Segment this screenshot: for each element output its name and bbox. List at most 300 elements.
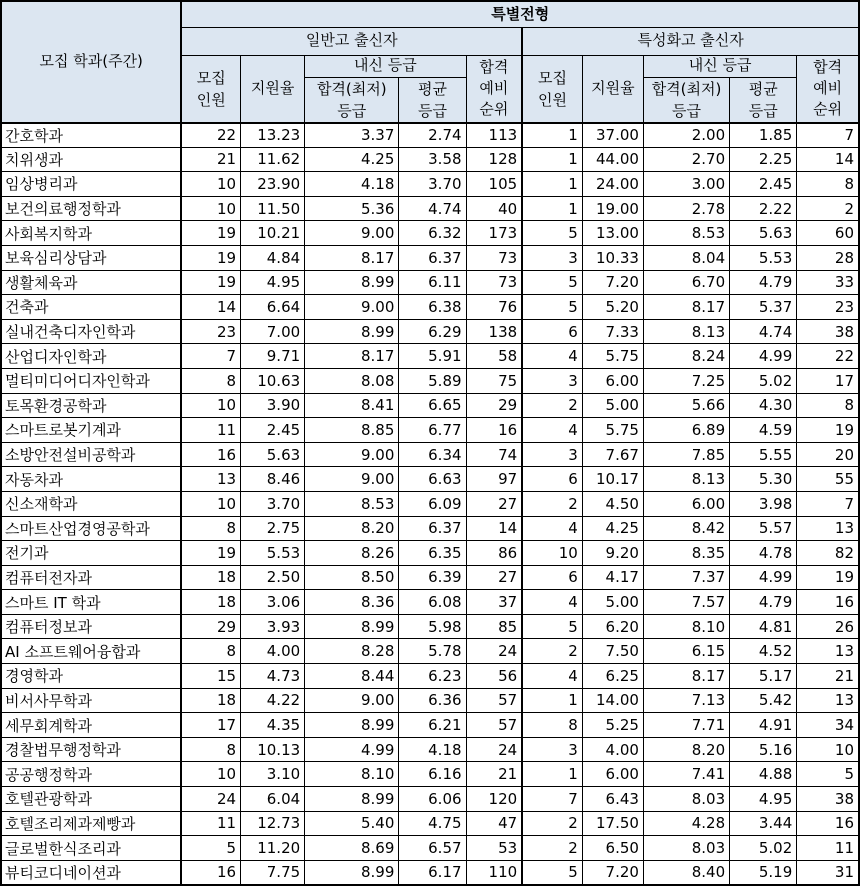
specialized-avg-grade-cell: 5.02 [730,836,797,861]
general-waitlist-cell: 14 [466,516,522,541]
specialized-waitlist-cell: 38 [797,319,859,344]
specialized-avg-grade-cell: 4.74 [730,319,797,344]
general-avg-grade-cell: 6.38 [399,295,466,320]
general-min-grade-cell: 9.00 [305,688,399,713]
general-min-grade-cell: 8.85 [305,418,399,443]
specialized-min-grade-cell: 8.24 [643,344,729,369]
dept-name-cell: 공공행정학과 [1,762,181,787]
general-min-grade-cell: 8.08 [305,368,399,393]
specialized-quota-cell: 1 [522,123,582,148]
general-grade-header: 내신 등급 [305,55,466,77]
general-min-grade-cell: 8.28 [305,639,399,664]
general-min-grade-cell: 9.00 [305,442,399,467]
dept-name-cell: 생활체육과 [1,270,181,295]
general-min-grade-cell: 8.99 [305,713,399,738]
specialized-quota-cell: 5 [522,614,582,639]
dept-name-cell: 멀티미디어디자인학과 [1,368,181,393]
specialized-waitlist-cell: 38 [797,787,859,812]
general-quota-cell: 10 [181,172,240,197]
specialized-min-grade-cell: 8.03 [643,787,729,812]
general-quota-cell: 24 [181,787,240,812]
specialized-waitlist-cell: 14 [797,147,859,172]
table-row [1,614,859,639]
general-min-grade-cell: 4.25 [305,147,399,172]
general-quota-cell: 10 [181,196,240,221]
general-avg-grade-cell: 3.58 [399,147,466,172]
general-min-grade-cell: 8.17 [305,344,399,369]
general-avg-grade-cell: 6.16 [399,762,466,787]
general-avg-grade-cell: 6.11 [399,270,466,295]
specialized-quota-cell: 5 [522,270,582,295]
general-quota-cell: 11 [181,418,240,443]
general-waitlist-cell: 73 [466,270,522,295]
dept-name-cell: 세무회계학과 [1,713,181,738]
general-rate-cell: 5.53 [241,541,305,566]
specialized-min-grade-cell: 8.03 [643,836,729,861]
specialized-quota-cell: 3 [522,737,582,762]
general-school-header: 일반고 출신자 [181,27,522,55]
specialized-avg-grade-cell: 4.99 [730,344,797,369]
general-waitlist-cell: 24 [466,639,522,664]
general-waitlist-cell: 56 [466,664,522,689]
specialized-min-grade-cell: 2.78 [643,196,729,221]
general-rate-cell: 13.23 [241,123,305,148]
general-min-grade-cell: 8.17 [305,245,399,270]
general-rate-cell: 12.73 [241,811,305,836]
specialized-rate-cell: 10.17 [582,467,643,492]
specialized-quota-cell: 2 [522,639,582,664]
specialized-rate-cell: 5.00 [582,393,643,418]
dept-name-cell: 글로벌한식조리과 [1,836,181,861]
specialized-rate-cell: 5.00 [582,590,643,615]
general-rate-cell: 2.75 [241,516,305,541]
specialized-min-grade-cell: 6.89 [643,418,729,443]
specialized-min-grade-cell: 6.00 [643,491,729,516]
general-rate-cell: 3.70 [241,491,305,516]
specialized-waitlist-cell: 16 [797,811,859,836]
general-rate-cell: 10.13 [241,737,305,762]
dept-name-cell: 실내건축디자인학과 [1,319,181,344]
general-quota-cell: 14 [181,295,240,320]
dept-name-cell: 컴퓨터정보과 [1,614,181,639]
dept-name-cell: 간호학과 [1,123,181,148]
specialized-waitlist-cell: 19 [797,565,859,590]
specialized-min-grade-cell: 8.10 [643,614,729,639]
specialized-min-grade-cell: 7.25 [643,368,729,393]
dept-name-cell: 소방안전설비공학과 [1,442,181,467]
general-waitlist-cell: 73 [466,245,522,270]
specialized-avg-grade-cell: 4.79 [730,590,797,615]
specialized-min-grade-cell: 2.00 [643,123,729,148]
specialized-waitlist-cell: 22 [797,344,859,369]
table-row [1,221,859,246]
specialized-rate-cell: 44.00 [582,147,643,172]
general-avg-grade-cell: 6.37 [399,245,466,270]
specialized-waitlist-cell: 55 [797,467,859,492]
specialized-waitlist-cell: 26 [797,614,859,639]
specialized-rate-cell: 7.33 [582,319,643,344]
specialized-min-grade-cell: 8.35 [643,541,729,566]
general-rate-cell: 3.10 [241,762,305,787]
specialized-min-grade-cell: 8.40 [643,860,729,885]
general-waitlist-cell: 24 [466,737,522,762]
specialized-avg-grade-cell: 5.16 [730,737,797,762]
general-avg-grade-cell: 6.09 [399,491,466,516]
general-rate-cell: 5.63 [241,442,305,467]
specialized-avg-grade-cell: 4.52 [730,639,797,664]
table-row [1,270,859,295]
general-avg-grade-cell: 6.57 [399,836,466,861]
dept-name-cell: 경찰법무행정학과 [1,737,181,762]
specialized-waitlist-cell: 16 [797,590,859,615]
specialized-waitlist-cell: 13 [797,516,859,541]
general-quota-cell: 19 [181,270,240,295]
general-waitlist-cell: 128 [466,147,522,172]
general-waitlist-cell: 105 [466,172,522,197]
dept-name-cell: 스마트산업경영공학과 [1,516,181,541]
general-avg-grade-cell: 6.29 [399,319,466,344]
general-quota-cell: 21 [181,147,240,172]
dept-name-cell: 전기과 [1,541,181,566]
general-rate-cell: 8.46 [241,467,305,492]
general-rate-cell: 11.20 [241,836,305,861]
specialized-waitlist-cell: 13 [797,688,859,713]
specialized-waitlist-cell: 10 [797,737,859,762]
specialized-rate-cell: 5.25 [582,713,643,738]
specialized-avg-grade-cell: 2.25 [730,147,797,172]
specialized-rate-cell: 5.75 [582,418,643,443]
specialized-avg-grade-cell: 4.79 [730,270,797,295]
general-quota-cell: 8 [181,368,240,393]
dept-name-cell: 건축과 [1,295,181,320]
specialized-rate-cell: 6.00 [582,762,643,787]
general-waitlist-cell: 110 [466,860,522,885]
table-row [1,762,859,787]
specialized-min-grade-cell: 8.42 [643,516,729,541]
general-min-grade-cell: 8.69 [305,836,399,861]
dept-name-cell: 자동차과 [1,467,181,492]
specialized-min-grade-cell: 7.57 [643,590,729,615]
general-waitlist-cell: 57 [466,713,522,738]
table-row [1,172,859,197]
specialized-rate-cell: 24.00 [582,172,643,197]
specialized-avg-grade-cell: 4.30 [730,393,797,418]
general-avg-grade-cell: 6.17 [399,860,466,885]
specialized-waitlist-cell: 7 [797,123,859,148]
specialized-min-grade-cell: 8.20 [643,737,729,762]
general-min-grade-cell: 8.99 [305,787,399,812]
dept-name-cell: 사회복지학과 [1,221,181,246]
specialized-min-grade-cell: 7.37 [643,565,729,590]
general-waitlist-cell: 58 [466,344,522,369]
specialized-quota-cell: 2 [522,393,582,418]
specialized-quota-cell: 4 [522,664,582,689]
general-avg-grade-cell: 6.08 [399,590,466,615]
table-row [1,245,859,270]
general-avg-grade-cell: 4.18 [399,737,466,762]
specialized-avg-grade-cell: 4.91 [730,713,797,738]
general-avg-grade-cell: 6.34 [399,442,466,467]
specialized-rate-cell: 7.50 [582,639,643,664]
general-min-grade-cell: 8.99 [305,614,399,639]
table-row [1,713,859,738]
dept-name-cell: 보육심리상담과 [1,245,181,270]
specialized-rate-cell: 6.50 [582,836,643,861]
general-quota-cell: 7 [181,344,240,369]
general-quota-cell: 13 [181,467,240,492]
table-row [1,147,859,172]
specialized-quota-cell: 3 [522,368,582,393]
general-avg-grade-cell: 6.39 [399,565,466,590]
specialized-min-grade-cell: 3.00 [643,172,729,197]
specialized-quota-cell: 1 [522,172,582,197]
specialized-quota-cell: 4 [522,590,582,615]
specialized-avg-grade-cell: 2.22 [730,196,797,221]
table-row [1,787,859,812]
specialized-rate-cell: 4.25 [582,516,643,541]
specialized-quota-cell: 5 [522,295,582,320]
general-quota-cell: 5 [181,836,240,861]
table-row [1,541,859,566]
general-rate-cell: 4.95 [241,270,305,295]
specialized-min-grade-cell: 7.71 [643,713,729,738]
specialized-avg-grade-cell: 5.42 [730,688,797,713]
specialized-min-grade-cell: 8.13 [643,319,729,344]
specialized-min-grade-cell: 2.70 [643,147,729,172]
specialized-min-grade-cell: 8.17 [643,295,729,320]
general-min-grade-cell: 9.00 [305,221,399,246]
general-avg-grade-cell: 5.98 [399,614,466,639]
general-avg-grade-cell: 6.35 [399,541,466,566]
general-waitlist-header: 합격 예비 순위 [466,55,522,123]
general-quota-cell: 18 [181,565,240,590]
general-rate-cell: 11.62 [241,147,305,172]
general-min-grade-cell: 8.44 [305,664,399,689]
general-quota-cell: 22 [181,123,240,148]
table-row [1,737,859,762]
specialized-waitlist-cell: 60 [797,221,859,246]
general-min-grade-cell: 8.50 [305,565,399,590]
general-waitlist-cell: 29 [466,393,522,418]
table-row [1,860,859,885]
specialized-avg-grade-header: 평균 등급 [730,77,797,123]
general-waitlist-cell: 86 [466,541,522,566]
specialized-avg-grade-cell: 5.02 [730,368,797,393]
specialized-waitlist-cell: 21 [797,664,859,689]
specialized-rate-cell: 7.20 [582,270,643,295]
general-quota-cell: 18 [181,688,240,713]
specialized-rate-cell: 10.33 [582,245,643,270]
general-waitlist-cell: 113 [466,123,522,148]
specialized-rate-header: 지원율 [582,55,643,123]
specialized-rate-cell: 4.00 [582,737,643,762]
general-rate-cell: 10.63 [241,368,305,393]
general-quota-cell: 10 [181,491,240,516]
specialized-avg-grade-cell: 5.57 [730,516,797,541]
specialized-waitlist-cell: 5 [797,762,859,787]
specialized-avg-grade-cell: 3.98 [730,491,797,516]
general-avg-grade-cell: 4.75 [399,811,466,836]
general-waitlist-cell: 57 [466,688,522,713]
specialized-waitlist-cell: 82 [797,541,859,566]
general-waitlist-cell: 138 [466,319,522,344]
specialized-waitlist-cell: 8 [797,393,859,418]
general-waitlist-cell: 21 [466,762,522,787]
specialized-rate-cell: 4.17 [582,565,643,590]
table-row [1,319,859,344]
general-quota-header: 모집 인원 [181,55,240,123]
table-header [1,1,859,123]
general-rate-cell: 2.50 [241,565,305,590]
dept-name-cell: AI 소프트웨어융합과 [1,639,181,664]
table-row [1,590,859,615]
specialized-min-grade-header: 합격(최저) 등급 [643,77,729,123]
general-avg-grade-header: 평균 등급 [399,77,466,123]
general-min-grade-header: 합격(최저) 등급 [305,77,399,123]
general-min-grade-cell: 5.40 [305,811,399,836]
general-avg-grade-cell: 5.78 [399,639,466,664]
specialized-waitlist-cell: 19 [797,418,859,443]
specialized-quota-cell: 5 [522,221,582,246]
general-quota-cell: 15 [181,664,240,689]
general-waitlist-cell: 27 [466,491,522,516]
specialized-min-grade-cell: 8.04 [643,245,729,270]
general-min-grade-cell: 8.10 [305,762,399,787]
table-row [1,467,859,492]
specialized-quota-cell: 4 [522,418,582,443]
specialized-rate-cell: 7.67 [582,442,643,467]
specialized-avg-grade-cell: 5.37 [730,295,797,320]
specialized-rate-cell: 7.20 [582,860,643,885]
general-waitlist-cell: 75 [466,368,522,393]
general-min-grade-cell: 9.00 [305,467,399,492]
specialized-rate-cell: 19.00 [582,196,643,221]
specialized-avg-grade-cell: 5.63 [730,221,797,246]
general-quota-cell: 19 [181,221,240,246]
table-row [1,196,859,221]
specialized-quota-cell: 1 [522,688,582,713]
table-row [1,295,859,320]
specialized-min-grade-cell: 5.66 [643,393,729,418]
general-rate-cell: 9.71 [241,344,305,369]
dept-name-cell: 경영학과 [1,664,181,689]
specialized-rate-cell: 14.00 [582,688,643,713]
dept-name-cell: 스마트로봇기계과 [1,418,181,443]
general-rate-cell: 3.90 [241,393,305,418]
specialized-quota-cell: 10 [522,541,582,566]
table-body [1,123,859,885]
specialized-quota-cell: 2 [522,491,582,516]
specialized-avg-grade-cell: 5.55 [730,442,797,467]
general-rate-cell: 2.45 [241,418,305,443]
specialized-waitlist-cell: 7 [797,491,859,516]
specialized-waitlist-cell: 2 [797,196,859,221]
general-waitlist-cell: 76 [466,295,522,320]
general-min-grade-cell: 8.53 [305,491,399,516]
specialized-quota-cell: 1 [522,762,582,787]
general-rate-cell: 6.04 [241,787,305,812]
general-avg-grade-cell: 6.63 [399,467,466,492]
specialized-quota-cell: 8 [522,713,582,738]
specialized-quota-cell: 2 [522,811,582,836]
general-rate-cell: 3.06 [241,590,305,615]
specialized-quota-cell: 7 [522,787,582,812]
specialized-grade-header: 내신 등급 [643,55,796,77]
specialized-quota-cell: 3 [522,245,582,270]
general-waitlist-cell: 74 [466,442,522,467]
specialized-quota-cell: 1 [522,196,582,221]
general-quota-cell: 17 [181,713,240,738]
table-row [1,344,859,369]
specialized-avg-grade-cell: 4.78 [730,541,797,566]
specialized-avg-grade-cell: 5.19 [730,860,797,885]
specialized-avg-grade-cell: 4.99 [730,565,797,590]
specialized-avg-grade-cell: 4.95 [730,787,797,812]
general-avg-grade-cell: 5.91 [399,344,466,369]
specialized-quota-cell: 2 [522,836,582,861]
general-rate-cell: 4.73 [241,664,305,689]
general-avg-grade-cell: 6.37 [399,516,466,541]
specialized-avg-grade-cell: 4.81 [730,614,797,639]
specialized-waitlist-cell: 23 [797,295,859,320]
specialized-avg-grade-cell: 2.45 [730,172,797,197]
general-rate-cell: 4.84 [241,245,305,270]
specialized-waitlist-cell: 33 [797,270,859,295]
specialized-waitlist-cell: 8 [797,172,859,197]
table-row [1,639,859,664]
table-row [1,836,859,861]
table-row [1,393,859,418]
general-quota-cell: 19 [181,541,240,566]
table-row [1,664,859,689]
specialized-avg-grade-cell: 5.17 [730,664,797,689]
general-rate-cell: 4.35 [241,713,305,738]
general-min-grade-cell: 5.36 [305,196,399,221]
general-quota-cell: 16 [181,860,240,885]
dept-name-cell: 보건의료행정학과 [1,196,181,221]
specialized-min-grade-cell: 7.41 [643,762,729,787]
general-waitlist-cell: 173 [466,221,522,246]
specialized-rate-cell: 6.00 [582,368,643,393]
general-min-grade-cell: 9.00 [305,295,399,320]
specialized-waitlist-cell: 13 [797,639,859,664]
general-quota-cell: 11 [181,811,240,836]
specialized-waitlist-cell: 20 [797,442,859,467]
general-quota-cell: 19 [181,245,240,270]
general-avg-grade-cell: 4.74 [399,196,466,221]
specialized-rate-cell: 9.20 [582,541,643,566]
specialized-min-grade-cell: 8.13 [643,467,729,492]
general-waitlist-cell: 53 [466,836,522,861]
specialized-waitlist-cell: 11 [797,836,859,861]
specialized-quota-cell: 3 [522,442,582,467]
table-row [1,123,859,148]
general-rate-cell: 4.22 [241,688,305,713]
general-avg-grade-cell: 6.32 [399,221,466,246]
specialized-waitlist-header: 합격 예비 순위 [797,55,859,123]
dept-name-cell: 스마트 IT 학과 [1,590,181,615]
specialized-min-grade-cell: 7.85 [643,442,729,467]
specialized-rate-cell: 6.25 [582,664,643,689]
specialized-rate-cell: 4.50 [582,491,643,516]
general-rate-cell: 23.90 [241,172,305,197]
general-waitlist-cell: 120 [466,787,522,812]
general-avg-grade-cell: 5.89 [399,368,466,393]
general-min-grade-cell: 3.37 [305,123,399,148]
table-row [1,688,859,713]
general-waitlist-cell: 47 [466,811,522,836]
table-row [1,491,859,516]
